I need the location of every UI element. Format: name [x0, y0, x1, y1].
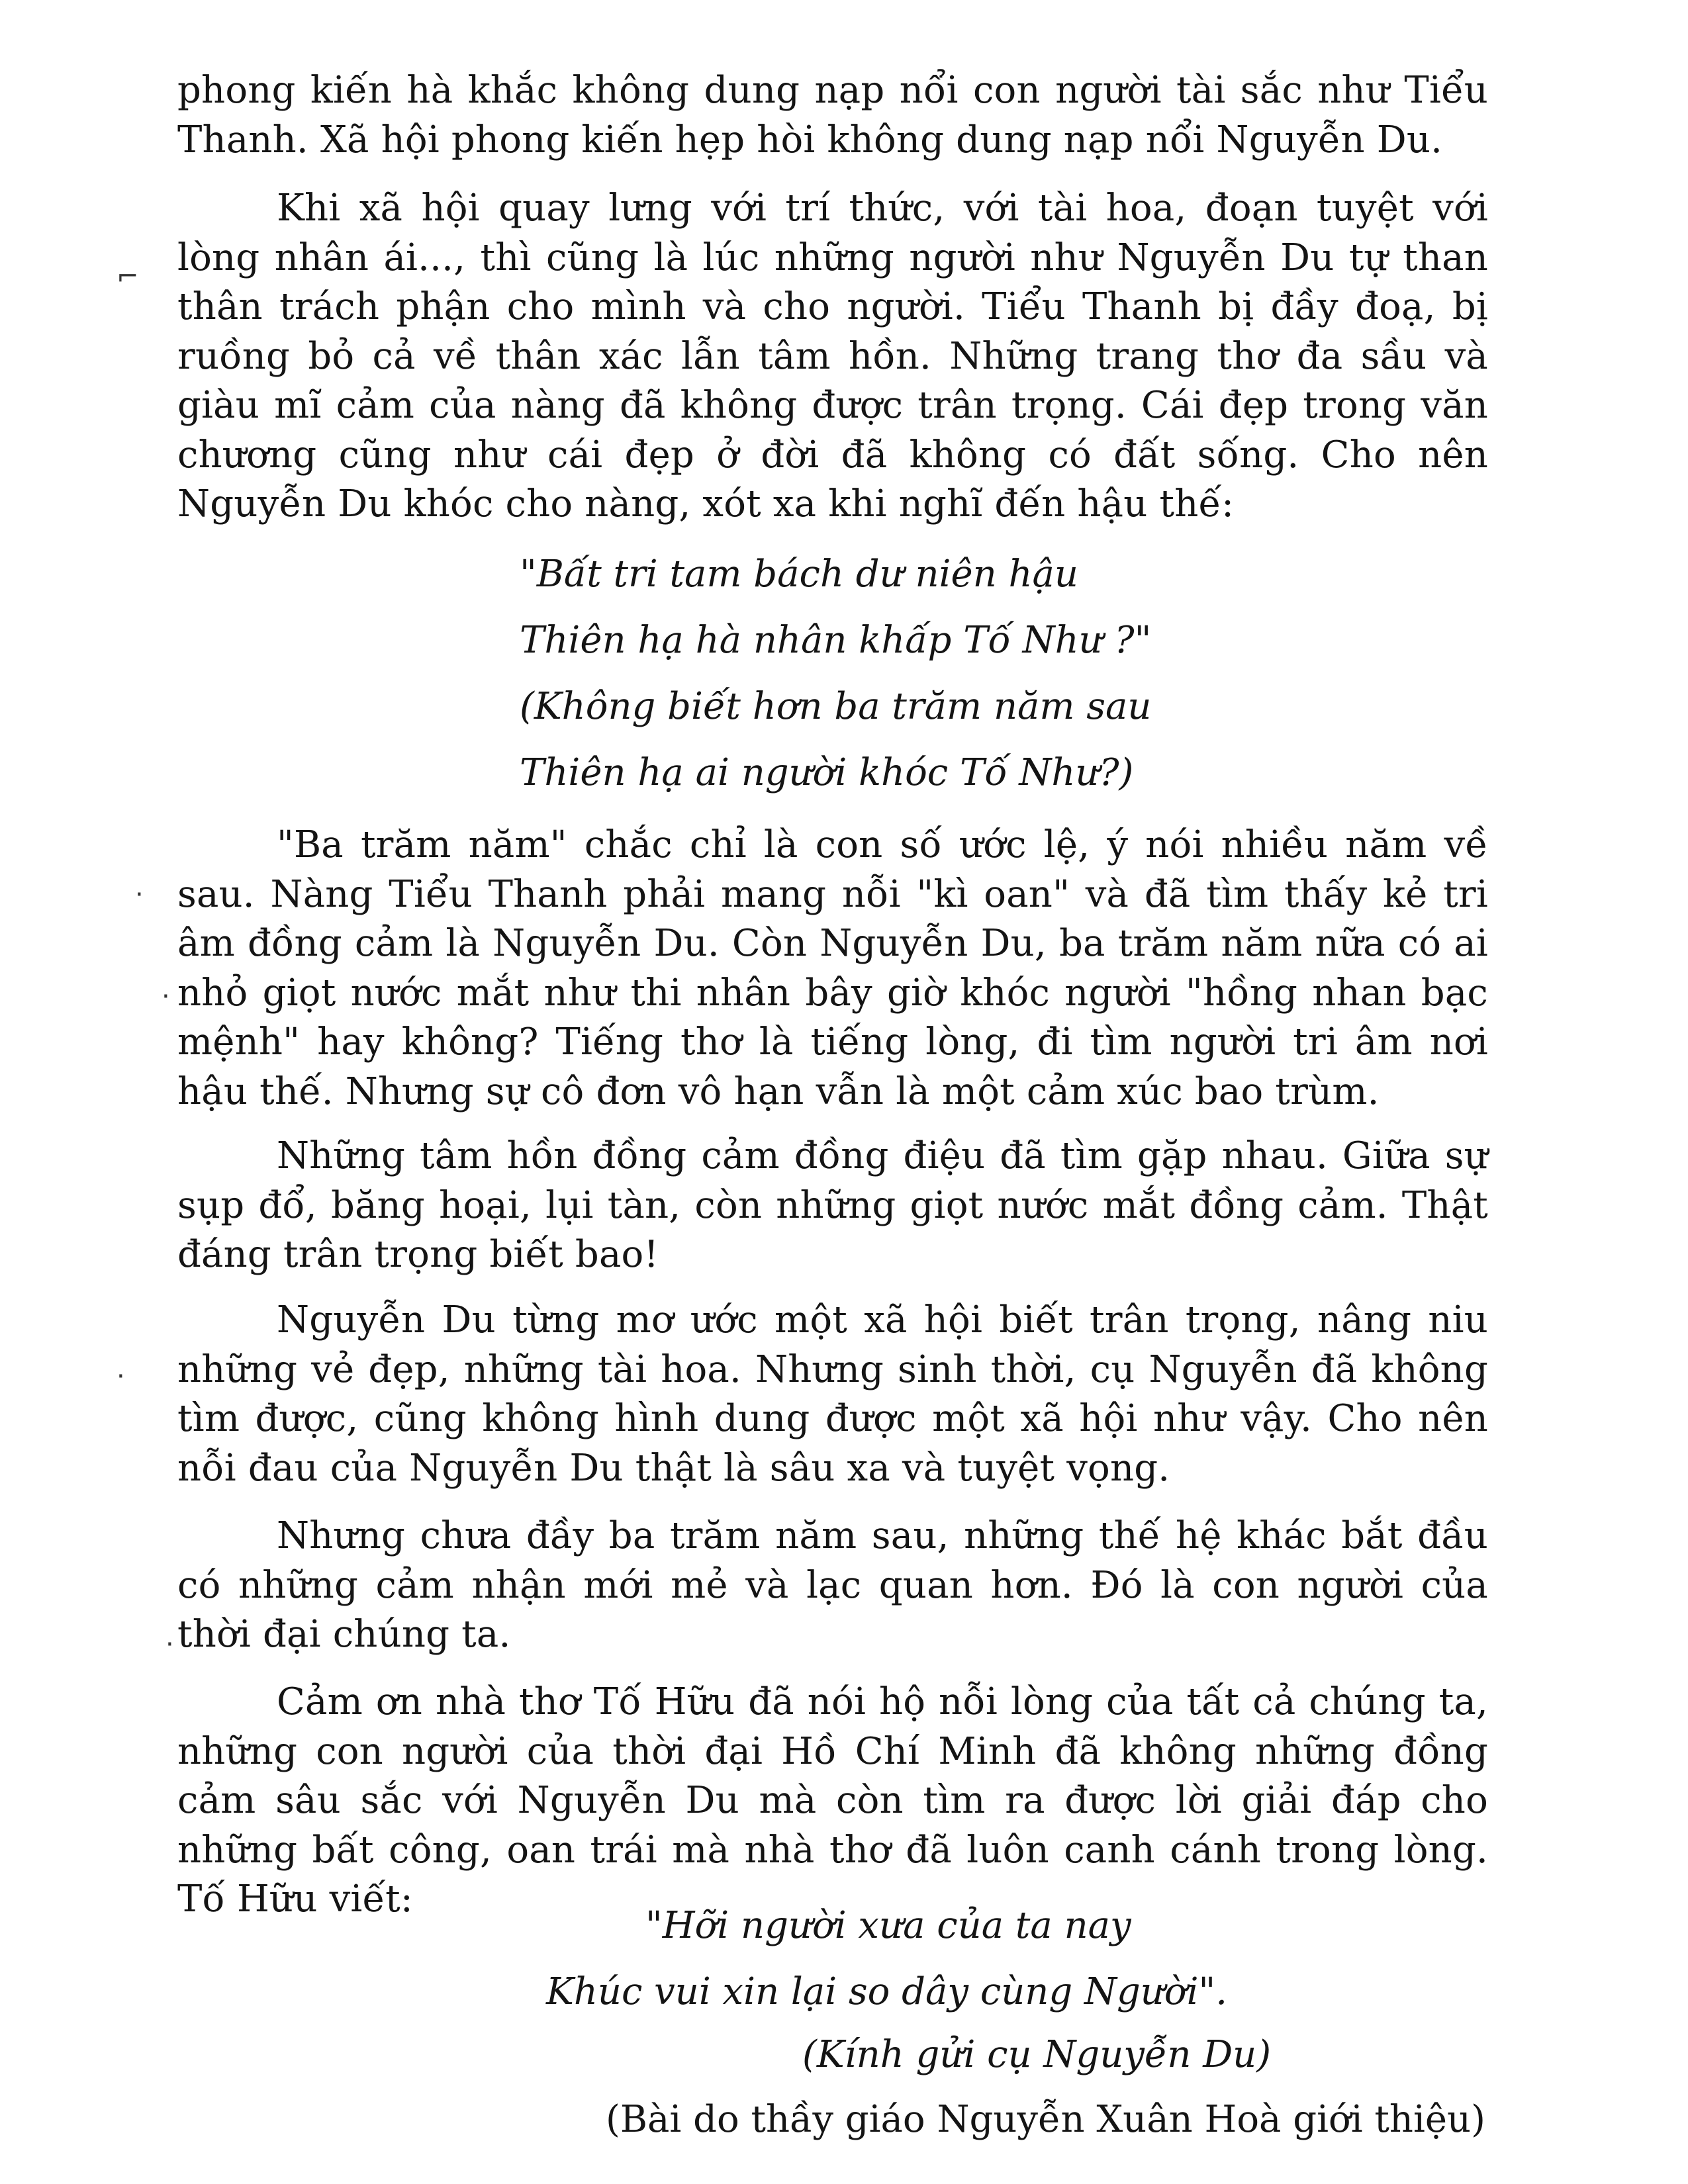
dedication: (Kính gửi cụ Nguyễn Du)	[802, 2033, 1272, 2076]
poem-quote-to-huu	[0, 1893, 1688, 2025]
margin-mark: ·	[162, 981, 170, 1012]
poem-line: Thiên hạ hà nhân khấp Tố Như ?"	[520, 619, 1152, 662]
poem-line: "Bất tri tam bách dư niên hậu	[520, 553, 1078, 596]
poem-line: Thiên hạ ai người khóc Tố Như?)	[520, 751, 1134, 794]
poem-line: (Không biết hơn ba trăm năm sau	[520, 685, 1152, 728]
paragraph: Khi xã hội quay lưng với trí thức, với tài hoa, đoạn tuyệt với lòng nhân ái..., thì cũng là lúc những người như Nguyễn Du tự than thân trách phận cho mình và cho người. Tiểu Thanh bị đầy đoạ, bị ruồng bỏ cả về thân xác lẫn tâm hồn. Những trang thơ đa sầu và giàu mĩ cảm của nàng đã không được trân trọng. Cái đẹp trong văn chương cũng như cái đẹp ở đời đã không có đất sống. Cho nên Nguyễn Du khóc cho nàng, xót xa khi nghĩ đến hậu thế:	[177, 187, 1488, 525]
paragraph: Nhưng chưa đầy ba trăm năm sau, những thế hệ khác bắt đầu có những cảm nhận mới mẻ và lạc quan hơn. Đó là con người của thời đại chúng ta.	[177, 1514, 1488, 1656]
margin-mark: ·	[117, 1361, 125, 1392]
paragraph: phong kiến hà khắc không dung nạp nổi con người tài sắc như Tiểu Thanh. Xã hội phong kiến hẹp hòi không dung nạp nổi Nguyễn Du.	[177, 69, 1488, 161]
poem-line: Khúc vui xin lại so dây cùng Người".	[546, 1970, 1228, 2013]
margin-mark: ·	[165, 1629, 174, 1660]
poem-line: "Hỡi người xưa của ta nay	[645, 1904, 1131, 1947]
attribution: (Bài do thầy giáo Nguyễn Xuân Hoà giới thiệu)	[606, 2098, 1485, 2141]
margin-mark: ·	[135, 880, 144, 910]
paragraph: Cảm ơn nhà thơ Tố Hữu đã nói hộ nỗi lòng của tất cả chúng ta, những con người của thời đại Hồ Chí Minh đã không những đồng cảm sâu sắc với Nguyễn Du mà còn tìm ra được lời giải đáp cho những bất công, oan trái mà nhà thơ đã luôn canh cánh trong lòng. Tố Hữu viết:	[177, 1680, 1488, 1921]
paragraph: Nguyễn Du từng mơ ước một xã hội biết trân trọng, nâng niu những vẻ đẹp, những tài hoa. Nhưng sinh thời, cụ Nguyễn đã không tìm được, cũng không hình dung được một xã hội như vậy. Cho nên nỗi đau của Nguyễn Du thật là sâu xa và tuyệt vọng.	[177, 1298, 1488, 1490]
margin-mark: ⌐	[117, 261, 139, 292]
paragraph: Những tâm hồn đồng cảm đồng điệu đã tìm gặp nhau. Giữa sự sụp đổ, băng hoại, lụi tàn, còn những giọt nước mắt đồng cảm. Thật đáng trân trọng biết bao!	[177, 1134, 1488, 1276]
poem-quote-nguyen-du	[0, 541, 1688, 806]
paragraph: "Ba trăm năm" chắc chỉ là con số ước lệ, ý nói nhiều năm về sau. Nàng Tiểu Thanh phải mang nỗi "kì oan" và đã tìm thấy kẻ tri âm đồng cảm là Nguyễn Du. Còn Nguyễn Du, ba trăm năm nữa có ai nhỏ giọt nước mắt như thi nhân bây giờ khóc người "hồng nhan bạc mệnh" hay không? Tiếng thơ là tiếng lòng, đi tìm người tri âm nơi hậu thế. Nhưng sự cô đơn vô hạn vẫn là một cảm xúc bao trùm.	[177, 823, 1488, 1113]
